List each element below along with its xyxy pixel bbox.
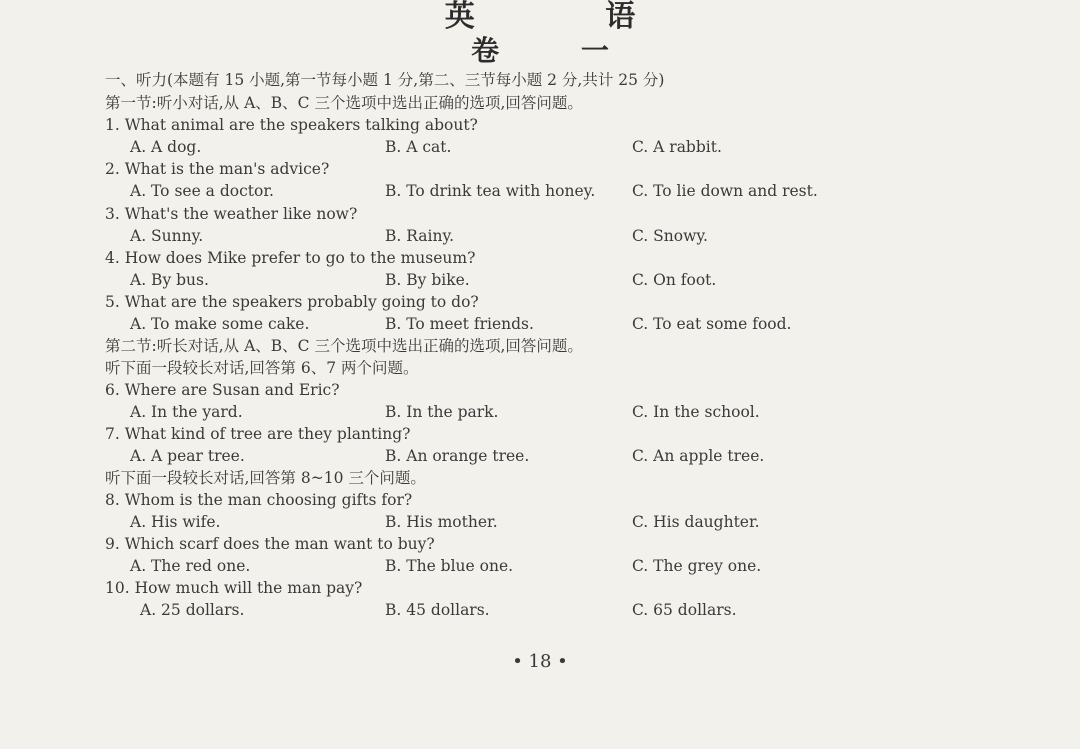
question-8: 8. Whom is the man choosing gifts for? <box>105 491 413 509</box>
q3-option-c: C. Snowy. <box>632 227 708 245</box>
q1-option-b: B. A cat. <box>385 138 452 156</box>
question-3: 3. What's the weather like now? <box>105 205 358 223</box>
q10-option-a: A. 25 dollars. <box>140 601 245 619</box>
q6-option-a: A. In the yard. <box>130 403 243 421</box>
q6-option-c: C. In the school. <box>632 403 760 421</box>
q8-option-b: B. His mother. <box>385 513 498 531</box>
q8-option-a: A. His wife. <box>130 513 221 531</box>
q9-option-c: C. The grey one. <box>632 557 762 575</box>
question-7: 7. What kind of tree are they planting? <box>105 425 411 443</box>
q9-option-b: B. The blue one. <box>385 557 514 575</box>
paper-subtitle: 卷 一 <box>471 34 645 67</box>
section2-intro-6-7: 听下面一段较长对话,回答第 6、7 两个问题。 <box>105 359 419 377</box>
question-2: 2. What is the man's advice? <box>105 160 330 178</box>
question-1: 1. What animal are the speakers talking about? <box>105 116 478 134</box>
q5-option-c: C. To eat some food. <box>632 315 792 333</box>
question-4: 4. How does Mike prefer to go to the museum? <box>105 249 476 267</box>
q4-option-b: B. By bike. <box>385 271 470 289</box>
q2-option-a: A. To see a doctor. <box>130 182 274 200</box>
q5-option-a: A. To make some cake. <box>130 315 310 333</box>
section1-heading-line <box>0 92 1080 114</box>
q3-option-a: A. Sunny. <box>130 227 204 245</box>
page-number: • 18 • <box>512 651 568 672</box>
q9-option-a: A. The red one. <box>130 557 251 575</box>
q7-option-a: A. A pear tree. <box>130 447 245 465</box>
question-6: 6. Where are Susan and Eric? <box>105 381 340 399</box>
q7-option-b: B. An orange tree. <box>385 447 530 465</box>
q4-option-a: A. By bus. <box>130 271 209 289</box>
q4-option-c: C. On foot. <box>632 271 717 289</box>
q2-option-b: B. To drink tea with honey. <box>385 182 596 200</box>
section2-heading: 第二节:听长对话,从 A、B、C 三个选项中选出正确的选项,回答问题。 <box>105 337 583 355</box>
question-9: 9. Which scarf does the man want to buy? <box>105 535 435 553</box>
q1-option-a: A. A dog. <box>130 138 202 156</box>
section1-heading: 第一节:听小对话,从 A、B、C 三个选项中选出正确的选项,回答问题。 <box>105 94 583 112</box>
page-title: 英 语 <box>444 0 696 34</box>
q7-option-c: C. An apple tree. <box>632 447 765 465</box>
part1-heading: 一、听力(本题有 15 小题,第一节每小题 1 分,第二、三节每小题 2 分,共计 25 分) <box>105 71 665 89</box>
q2-option-c: C. To lie down and rest. <box>632 182 818 200</box>
question-5: 5. What are the speakers probably going to do? <box>105 293 479 311</box>
q3-option-b: B. Rainy. <box>385 227 455 245</box>
q5-option-b: B. To meet friends. <box>385 315 534 333</box>
q10-option-c: C. 65 dollars. <box>632 601 737 619</box>
q6-option-b: B. In the park. <box>385 403 499 421</box>
question-10: 10. How much will the man pay? <box>105 579 363 597</box>
q10-option-b: B. 45 dollars. <box>385 601 490 619</box>
q8-option-c: C. His daughter. <box>632 513 760 531</box>
section2-intro-8-10: 听下面一段较长对话,回答第 8~10 三个问题。 <box>105 469 426 487</box>
part-heading-line <box>0 69 1080 91</box>
q1-option-c: C. A rabbit. <box>632 138 722 156</box>
